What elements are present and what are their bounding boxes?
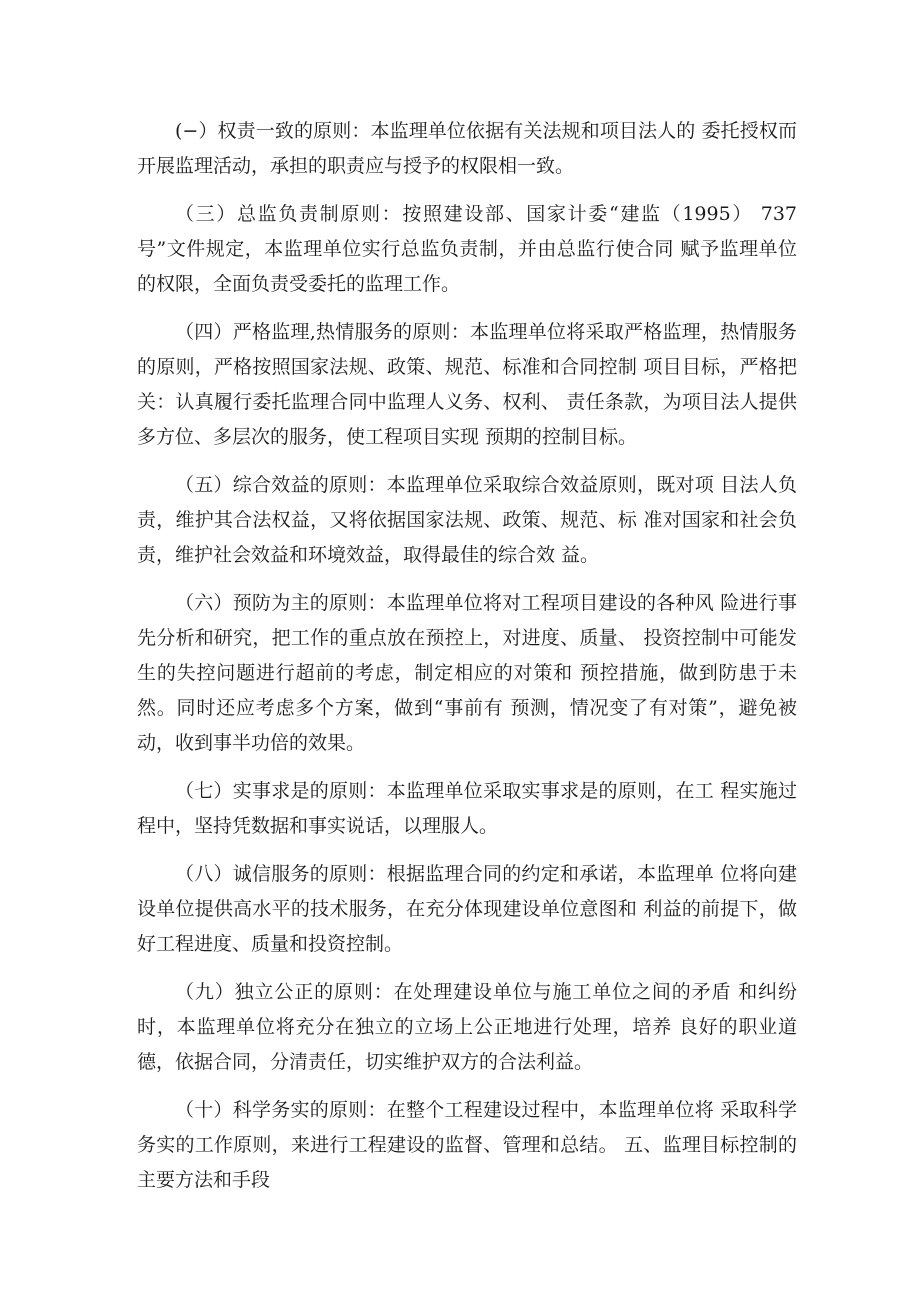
paragraph-principle-8: （八）诚信服务的原则：根据监理合同的约定和承诺，本监理单 位将向建设单位提供高水平的技术服务，在充分体现建设单位意图和 利益的前提下，做好工程进度、质量和投资控制。 <box>137 863 797 955</box>
paragraph-principle-9: （九）独立公正的原则：在处理建设单位与施工单位之间的矛盾 和纠纷时，本监理单位将充分在独立的立场上公正地进行处理，培养 良好的职业道德，依据合同，分清责任，切实维护双方的合法利益。 <box>137 981 797 1073</box>
paragraph-principle-6: （六）预防为主的原则：本监理单位将对工程项目建设的各种风 险进行事先分析和研究，把工作的重点放在预控上，对进度、质量、 投资控制中可能发生的失控问题进行超前的考虑，制定相应的对策和 预控措施，做到防患于未然。同时还应考虑多个方案，做到“事前有 预测，情况变了有对策”，避免被动，收到事半功倍的效果。 <box>137 592 797 754</box>
paragraph-principle-4: （四）严格监理,热情服务的原则：本监理单位将采取严格监理，热情服务的原则，严格按照国家法规、政策、规范、标准和合同控制 项目目标，严格把关：认真履行委托监理合同中监理人义务、权利、 责任条款，为项目法人提供多方位、多层次的服务，使工程项目实现 预期的控制目标。 <box>137 321 797 448</box>
document-body <box>137 114 797 1211</box>
paragraph-principle-7: （七）实事求是的原则：本监理单位采取实事求是的原则，在工 程实施过程中，坚持凭数据和事实说话，以理服人。 <box>137 780 797 837</box>
paragraph-principle-10: （十）科学务实的原则：在整个工程建设过程中，本监理单位将 采取科学务实的工作原则，来进行工程建设的监督、管理和总结。 五、监理目标控制的主要方法和手段 <box>137 1099 797 1191</box>
paragraph-principle-3: （三）总监负责制原则：按照建设部、国家计委“建监（1995） 737号”文件规定，本监理单位实行总监负责制，并由总监行使合同 赋予监理单位的权限，全面负责受委托的监理工作。 <box>137 203 797 295</box>
paragraph-principle-1: (−）权责一致的原则：本监理单位依据有关法规和项目法人的 委托授权而开展监理活动，承担的职责应与授予的权限相一致。 <box>137 120 797 177</box>
paragraph-principle-5: （五）综合效益的原则：本监理单位采取综合效益原则，既对项 目法人负责，维护其合法权益，又将依据国家法规、政策、规范、标 准对国家和社会负责，维护社会效益和环境效益，取得最佳的综合效 益。 <box>137 474 797 566</box>
